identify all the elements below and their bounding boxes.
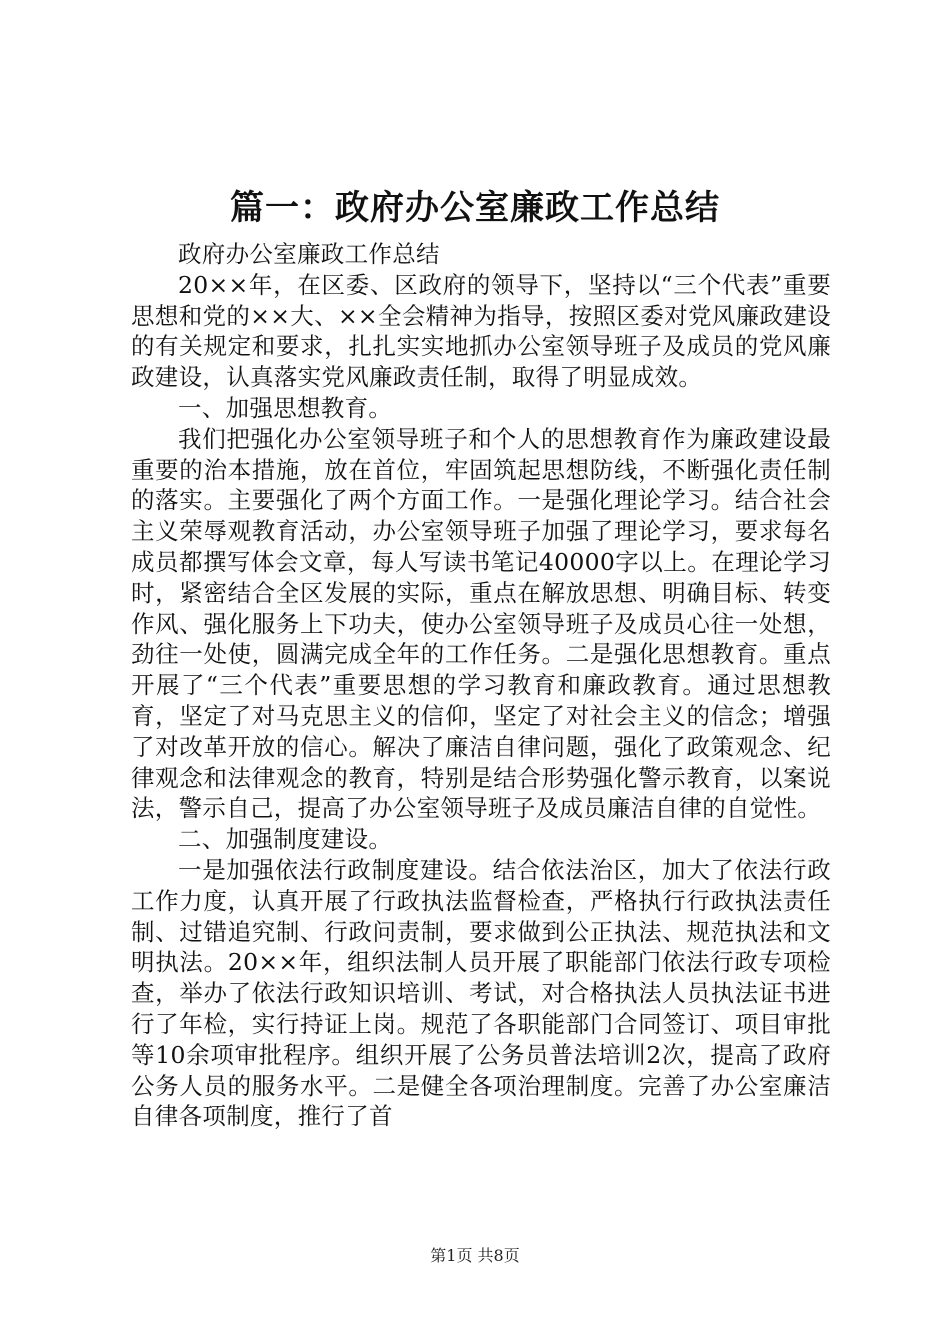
section-2-paragraph: 一是加强依法行政制度建设。结合依法治区，加大了依法行政工作力度，认真开展了行政执法监督检查，严格执行行政执法责任制、过错追究制、行政问责制，要求做到公正执法、规范执法和文明执法。20××年，组织法制人员开展了职能部门依法行政专项检查，举办了依法行政知识培训、考试，对合格执法人员执法证书进行了年检，实行持证上岗。规范了各职能部门合同签订、项目审批等10余项审批程序。组织开展了公务员普法培训2次，提高了政府公务人员的服务水平。二是健全各项治理制度。完善了办公室廉洁自律各项制度，推行了首 [131,855,831,1131]
intro-paragraph: 20××年，在区委、区政府的领导下，坚持以“三个代表”重要思想和党的××大、××全会精神为指导，按照区委对党风廉政建设的有关规定和要求，扎扎实实地抓办公室领导班子及成员的党风廉政建设，认真落实党风廉政责任制，取得了明显成效。 [131,270,831,392]
section-heading-1: 一、加强思想教育。 [178,393,393,422]
section-1-paragraph: 我们把强化办公室领导班子和个人的思想教育作为廉政建设最重要的治本措施，放在首位，牢固筑起思想防线，不断强化责任制的落实。主要强化了两个方面工作。一是强化理论学习。结合社会主义荣辱观教育活动，办公室领导班子加强了理论学习，要求每名成员都撰写体会文章，每人写读书笔记40000字以上。在理论学习时，紧密结合全区发展的实际，重点在解放思想、明确目标、转变作风、强化服务上下功夫，使办公室领导班子及成员心往一处想，劲往一处使，圆满完成全年的工作任务。二是强化思想教育。重点开展了“三个代表”重要思想的学习教育和廉政教育。通过思想教育，坚定了对马克思主义的信仰，坚定了对社会主义的信念；增强了对改革开放的信心。解决了廉洁自律问题，强化了政策观念、纪律观念和法律观念的教育，特别是结合形势强化警示教育，以案说法，警示自己，提高了办公室领导班子及成员廉洁自律的自觉性。 [131,424,831,823]
subtitle-paragraph: 政府办公室廉政工作总结 [178,240,440,268]
page-footer: 第1页 共8页 [430,1246,520,1265]
section-heading-2: 二、加强制度建设。 [178,825,393,854]
document-body [131,239,831,1132]
document-title: 篇一：政府办公室廉政工作总结 [230,188,720,228]
